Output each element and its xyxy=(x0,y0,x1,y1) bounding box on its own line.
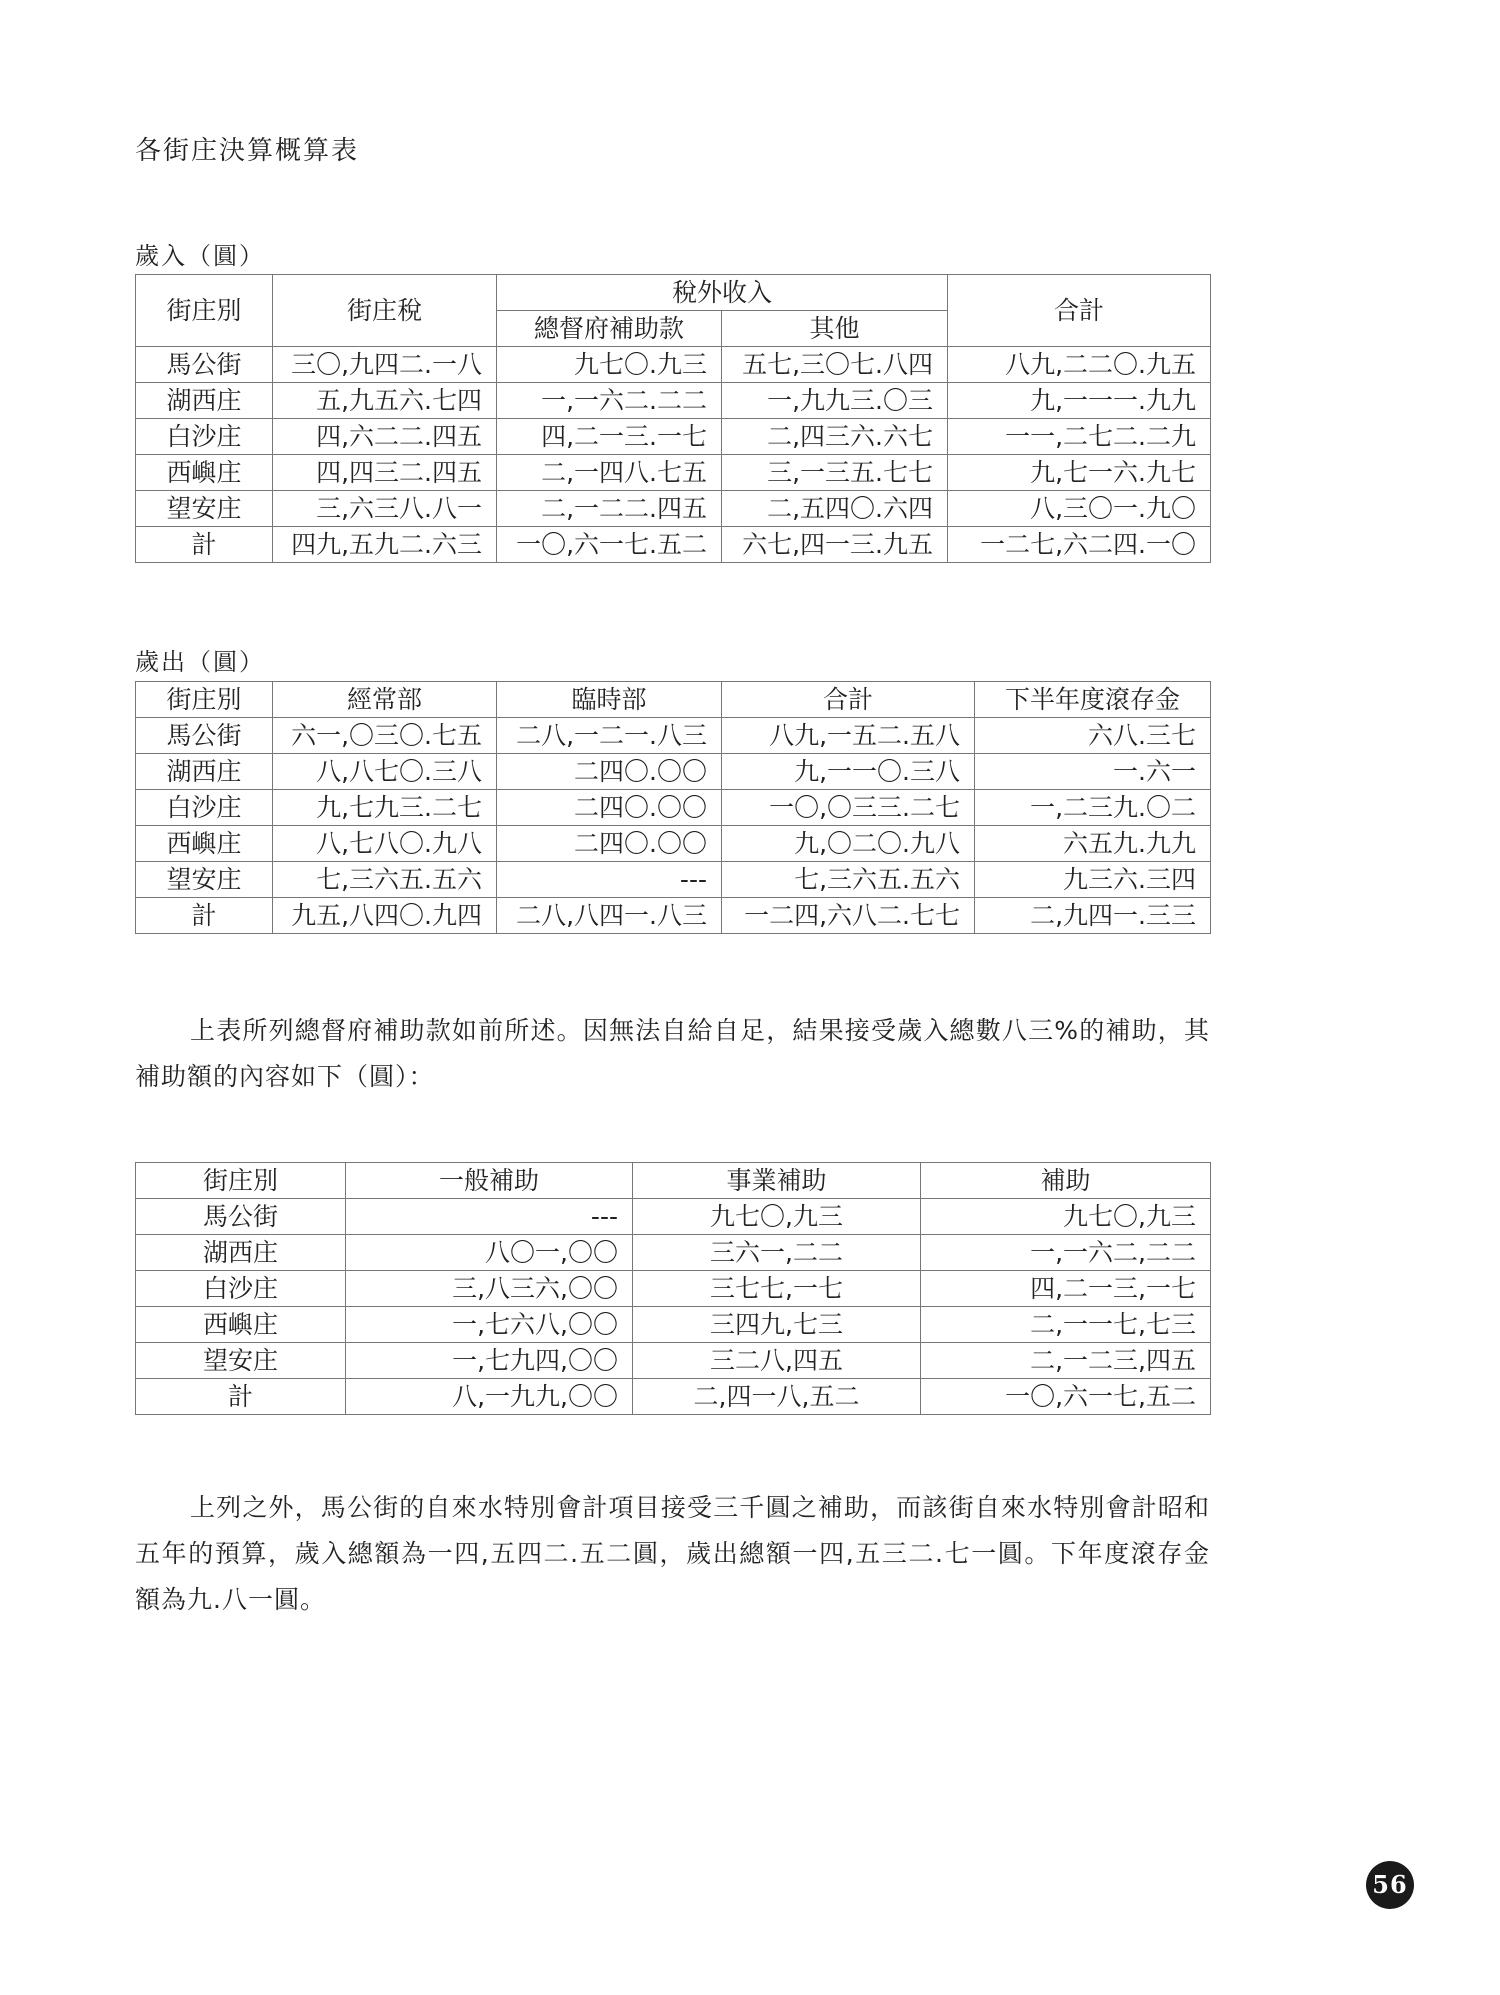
header-subsidy: 總督府補助款 xyxy=(497,311,722,347)
expenditure-row xyxy=(136,718,1211,754)
value-cell: --- xyxy=(346,1199,633,1235)
district-cell: 馬公街 xyxy=(136,1199,346,1235)
value-cell: 二,一二二.四五 xyxy=(497,491,722,527)
value-cell: 三二八,四五 xyxy=(633,1343,921,1379)
expenditure-header-4: 下半年度滾存金 xyxy=(975,682,1211,718)
value-cell: 一,一六二,二二 xyxy=(921,1235,1211,1271)
expenditure-row xyxy=(136,898,1211,934)
value-cell: 三〇,九四二.一八 xyxy=(273,347,497,383)
value-cell: 一二四,六八二.七七 xyxy=(722,898,975,934)
revenue-row xyxy=(136,347,1211,383)
expenditure-header-1: 經常部 xyxy=(273,682,497,718)
revenue-row xyxy=(136,527,1211,563)
revenue-row xyxy=(136,383,1211,419)
value-cell: 二,一一七,七三 xyxy=(921,1307,1211,1343)
expenditure-header-0: 街庄別 xyxy=(136,682,273,718)
revenue-row xyxy=(136,419,1211,455)
subsidy-row xyxy=(136,1379,1211,1415)
expenditure-row xyxy=(136,826,1211,862)
value-cell: 三,六三八.八一 xyxy=(273,491,497,527)
value-cell: 三六一,二二 xyxy=(633,1235,921,1271)
value-cell: --- xyxy=(497,862,722,898)
district-cell: 湖西庄 xyxy=(136,1235,346,1271)
value-cell: 七,三六五.五六 xyxy=(273,862,497,898)
district-cell: 望安庄 xyxy=(136,491,273,527)
value-cell: 二,四三六.六七 xyxy=(722,419,948,455)
value-cell: 六五九.九九 xyxy=(975,826,1211,862)
value-cell: 八,一九九,〇〇 xyxy=(346,1379,633,1415)
paragraph-subsidy-intro-text: 上表所列總督府補助款如前所述。因無法自給自足，結果接受歲入總數八三%的補助，其補助額的內容如下（圓）： xyxy=(135,1016,1210,1091)
expenditure-row xyxy=(136,790,1211,826)
district-cell: 計 xyxy=(136,527,273,563)
expenditure-header-3: 合計 xyxy=(722,682,975,718)
subsidy-header-3: 補助 xyxy=(921,1163,1211,1199)
value-cell: 二,一二三,四五 xyxy=(921,1343,1211,1379)
value-cell: 三,一三五.七七 xyxy=(722,455,948,491)
value-cell: 六一,〇三〇.七五 xyxy=(273,718,497,754)
value-cell: 一二七,六二四.一〇 xyxy=(948,527,1211,563)
district-cell: 湖西庄 xyxy=(136,754,273,790)
district-cell: 望安庄 xyxy=(136,1343,346,1379)
header-non-tax: 稅外收入 xyxy=(497,275,948,311)
header-tax: 街庄稅 xyxy=(273,275,497,347)
value-cell: 二,五四〇.六四 xyxy=(722,491,948,527)
value-cell: 八九,一五二.五八 xyxy=(722,718,975,754)
district-cell: 湖西庄 xyxy=(136,383,273,419)
header-total: 合計 xyxy=(948,275,1211,347)
district-cell: 西嶼庄 xyxy=(136,455,273,491)
subsidy-row xyxy=(136,1199,1211,1235)
value-cell: 九,〇二〇.九八 xyxy=(722,826,975,862)
value-cell: 八〇一,〇〇 xyxy=(346,1235,633,1271)
page-title: 各街庄決算概算表 xyxy=(135,136,360,166)
revenue-label: 歲入（圓） xyxy=(135,242,265,270)
value-cell: 一〇,六一七,五二 xyxy=(921,1379,1211,1415)
value-cell: 七,三六五.五六 xyxy=(722,862,975,898)
page-number: 56 xyxy=(1366,1861,1414,1909)
revenue-row xyxy=(136,491,1211,527)
district-cell: 白沙庄 xyxy=(136,790,273,826)
value-cell: 二四〇.〇〇 xyxy=(497,754,722,790)
value-cell: 九五,八四〇.九四 xyxy=(273,898,497,934)
district-cell: 白沙庄 xyxy=(136,419,273,455)
district-cell: 望安庄 xyxy=(136,862,273,898)
value-cell: 一,七六八,〇〇 xyxy=(346,1307,633,1343)
revenue-row xyxy=(136,455,1211,491)
value-cell: 八,三〇一.九〇 xyxy=(948,491,1211,527)
value-cell: 八,七八〇.九八 xyxy=(273,826,497,862)
subsidy-row xyxy=(136,1235,1211,1271)
value-cell: 九,一一一.九九 xyxy=(948,383,1211,419)
subsidy-header-0: 街庄別 xyxy=(136,1163,346,1199)
value-cell: 一,二三九.〇二 xyxy=(975,790,1211,826)
value-cell: 二,九四一.三三 xyxy=(975,898,1211,934)
value-cell: 二四〇.〇〇 xyxy=(497,826,722,862)
value-cell: 二八,一二一.八三 xyxy=(497,718,722,754)
district-cell: 馬公街 xyxy=(136,347,273,383)
value-cell: 四,二一三,一七 xyxy=(921,1271,1211,1307)
value-cell: 二,一四八.七五 xyxy=(497,455,722,491)
value-cell: 一一,二七二.二九 xyxy=(948,419,1211,455)
value-cell: 三七七,一七 xyxy=(633,1271,921,1307)
value-cell: 四,四三二.四五 xyxy=(273,455,497,491)
value-cell: 一.六一 xyxy=(975,754,1211,790)
value-cell: 一〇,六一七.五二 xyxy=(497,527,722,563)
value-cell: 一〇,〇三三.二七 xyxy=(722,790,975,826)
value-cell: 六七,四一三.九五 xyxy=(722,527,948,563)
subsidy-row xyxy=(136,1271,1211,1307)
subsidy-header-2: 事業補助 xyxy=(633,1163,921,1199)
value-cell: 八,八七〇.三八 xyxy=(273,754,497,790)
value-cell: 九七〇.九三 xyxy=(497,347,722,383)
value-cell: 六八.三七 xyxy=(975,718,1211,754)
value-cell: 九,七一六.九七 xyxy=(948,455,1211,491)
value-cell: 一,一六二.二二 xyxy=(497,383,722,419)
district-cell: 馬公街 xyxy=(136,718,273,754)
value-cell: 二八,八四一.八三 xyxy=(497,898,722,934)
value-cell: 四,六二二.四五 xyxy=(273,419,497,455)
value-cell: 一,九九三.〇三 xyxy=(722,383,948,419)
subsidy-table xyxy=(135,1162,1211,1415)
district-cell: 計 xyxy=(136,1379,346,1415)
value-cell: 九三六.三四 xyxy=(975,862,1211,898)
value-cell: 二,四一八,五二 xyxy=(633,1379,921,1415)
value-cell: 九七〇,九三 xyxy=(633,1199,921,1235)
expenditure-row xyxy=(136,862,1211,898)
expenditure-table xyxy=(135,681,1211,934)
header-other: 其他 xyxy=(722,311,948,347)
value-cell: 三,八三六,〇〇 xyxy=(346,1271,633,1307)
value-cell: 八九,二二〇.九五 xyxy=(948,347,1211,383)
value-cell: 九,一一〇.三八 xyxy=(722,754,975,790)
expenditure-header-2: 臨時部 xyxy=(497,682,722,718)
value-cell: 一,七九四,〇〇 xyxy=(346,1343,633,1379)
subsidy-row xyxy=(136,1343,1211,1379)
subsidy-row xyxy=(136,1307,1211,1343)
expenditure-row xyxy=(136,754,1211,790)
value-cell: 五,九五六.七四 xyxy=(273,383,497,419)
paragraph-subsidy-intro xyxy=(135,1008,1210,1100)
subsidy-header-1: 一般補助 xyxy=(346,1163,633,1199)
value-cell: 四,二一三.一七 xyxy=(497,419,722,455)
district-cell: 白沙庄 xyxy=(136,1271,346,1307)
paragraph-waterworks xyxy=(135,1485,1210,1623)
value-cell: 九七〇,九三 xyxy=(921,1199,1211,1235)
district-cell: 西嶼庄 xyxy=(136,1307,346,1343)
value-cell: 五七,三〇七.八四 xyxy=(722,347,948,383)
district-cell: 計 xyxy=(136,898,273,934)
revenue-table xyxy=(135,274,1211,563)
district-cell: 西嶼庄 xyxy=(136,826,273,862)
expenditure-label: 歲出（圓） xyxy=(135,648,265,676)
paragraph-waterworks-text: 上列之外，馬公街的自來水特別會計項目接受三千圓之補助，而該街自來水特別會計昭和五年的預算，歲入總額為一四,五四二.五二圓，歲出總額一四,五三二.七一圓。下年度滾存金額為九.八一圓。 xyxy=(135,1493,1210,1614)
value-cell: 九,七九三.二七 xyxy=(273,790,497,826)
value-cell: 二四〇.〇〇 xyxy=(497,790,722,826)
value-cell: 四九,五九二.六三 xyxy=(273,527,497,563)
header-district: 街庄別 xyxy=(136,275,273,347)
value-cell: 三四九,七三 xyxy=(633,1307,921,1343)
